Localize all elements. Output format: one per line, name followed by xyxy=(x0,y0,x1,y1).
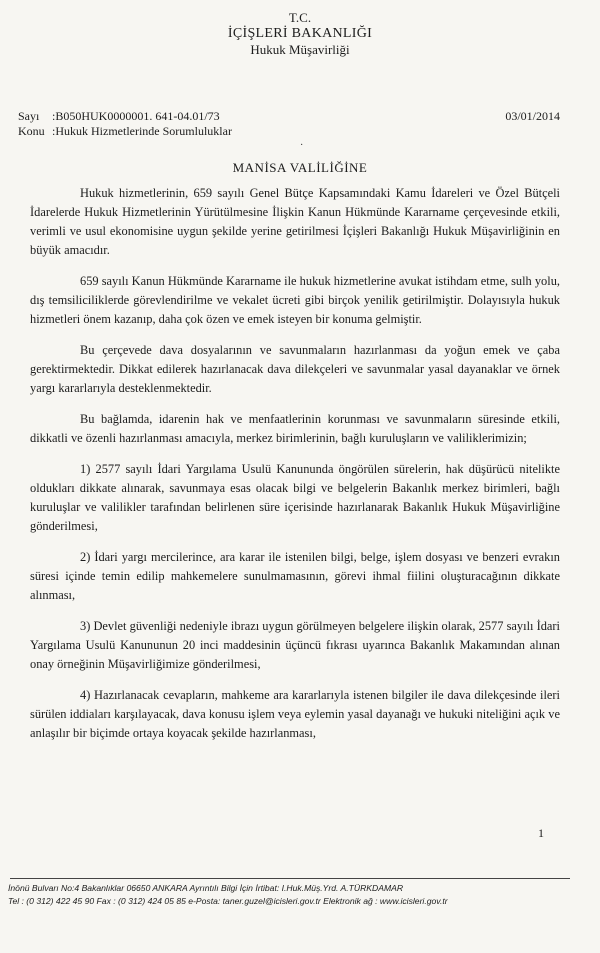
paragraph: Bu çerçevede dava dosyalarının ve savunmaların hazırlanması da yoğun emek ve çaba gerektirmektedir. Dikkat edilerek hazırlanacak dava dilekçeleri ve savunmalar yasal dayanaklar ve örnek yargı kararlarıyla desteklenmektedir. xyxy=(30,343,560,395)
page-number: 1 xyxy=(538,826,544,840)
footer-divider xyxy=(10,878,570,879)
paragraph: 2) İdari yargı mercilerince, ara karar ile istenilen bilgi, belge, işlem dosyası ve benzeri evrakın süresi içinde temin edilip mahkemelere sunulmamasının, görevi ihmal fiilini oluşturacağının dikkate alınması, xyxy=(30,550,560,602)
sayi-label: Sayı xyxy=(18,109,40,123)
document-date: 03/01/2014 xyxy=(505,109,560,123)
paragraph: 4) Hazırlanacak cevapların, mahkeme ara kararlarıyla istenen bilgiler ile dava dilekçesinde ileri sürülen iddiaları karşılayacak, dava konusu işlem veya eylemin yasal dayanağı ve hukuki niteliğini açık ve anlaşılır bir biçimde ortaya koyacak şekilde hazırlanması, xyxy=(30,688,560,740)
paragraph: Hukuk hizmetlerinin, 659 sayılı Genel Bütçe Kapsamındaki Kamu İdareleri ve Özel Bütçeli İdarelerde Hukuk Hizmetlerinin Yürütülmesine İlişkin Kanun Hükmünde Kararname çerçevesinde etkili, verimli ve usul ekonomisine uygun şekilde yerine getirilmesi İçişleri Bakanlığı Hukuk Müşavirliğinin en büyük amacıdır. xyxy=(30,186,560,257)
department-name: Hukuk Müşavirliği xyxy=(250,42,350,57)
konu-value: :Hukuk Hizmetlerinde Sorumluluklar xyxy=(52,124,232,138)
footer-contact: Tel : (0 312) 422 45 90 Fax : (0 312) 424 05 85 e-Posta: taner.guzel@icisleri.gov.tr Elektronik ağ : www.icisleri.gov.tr xyxy=(8,896,448,906)
subject-row xyxy=(18,124,578,138)
reference-number-row xyxy=(18,109,578,123)
footer-address: İnönü Bulvarı No:4 Bakanlıklar 06650 ANKARA Ayrıntılı Bilgi İçin İrtibat: I.Huk.Müş.Yrd. A.TÜRKDAMAR xyxy=(8,883,404,893)
paragraph: 1) 2577 sayılı İdari Yargılama Usulü Kanununda öngörülen sürelerin, hak düşürücü nitelikte oldukları dikkate alınarak, savunmaya esas olacak bilgi ve belgelerin Bakanlık merkez birimleri, bağlı kuruluşlar ve valilikler tarafından belirlenen süre içerisinde hazırlanarak Bakanlık Hukuk Müşavirliğine gönderilmesi, xyxy=(30,462,560,533)
ministry-name: İÇİŞLERİ BAKANLIĞI xyxy=(227,26,373,41)
paragraph: 659 sayılı Kanun Hükmünde Kararname ile hukuk hizmetlerine avukat istihdam etme, sulh yolu, dış temsiliciliklerde görevlendirilme ve vekalet ücreti gibi birçok yenilik getirilmiştir. Dolayısıyla hukuk hizmetleri önem kazanıp, daha çok özen ve emek isteyen bir konuma gelmiştir. xyxy=(30,274,560,326)
paragraph: Bu bağlamda, idarenin hak ve menfaatlerinin korunması ve savunmaların süresinde etkili, dikkatli ve özenli hazırlanması amacıyla, merkez birimlerinin, bağlı kuruluşların ve valiliklerimizin; xyxy=(30,412,560,445)
letterhead xyxy=(0,10,600,58)
sayi-value: :B050HUK0000001. 641-04.01/73 xyxy=(52,109,220,123)
addressee: MANİSA VALİLİĞİNE xyxy=(232,160,368,175)
republic-label: T.C. xyxy=(288,10,312,25)
paragraph: 3) Devlet güvenliği nedeniyle ibrazı uygun görülmeyen belgelere ilişkin olarak, 2577 sayılı İdari Yargılama Usulü Kanununun 20 inci maddesinin üçüncü fıkrası uyarınca Bakanlık Makamından alınan onay örneğinin Müşavirliğimize gönderilmesi, xyxy=(30,619,560,671)
konu-label: Konu xyxy=(18,124,45,138)
pen-mark: · xyxy=(300,140,304,151)
letter-body xyxy=(30,184,560,755)
